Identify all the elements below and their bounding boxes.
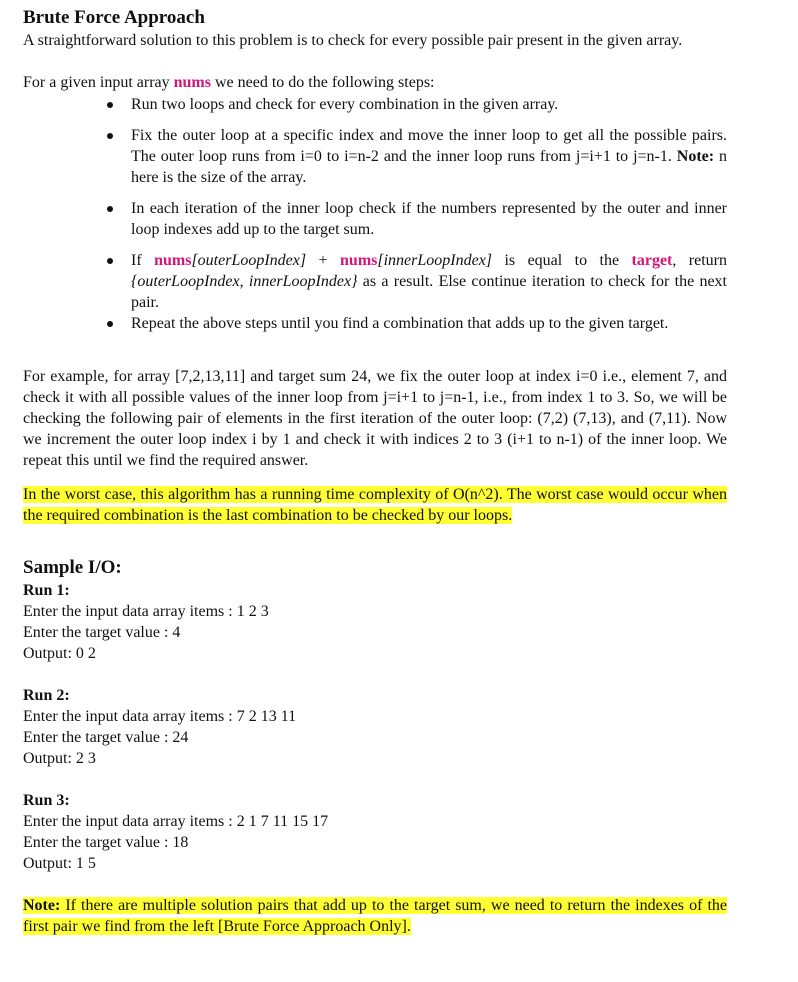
step-text: Repeat the above steps until you find a combination that adds up to the given target. [131,315,669,332]
nums-keyword: nums [173,74,211,91]
step-text: , return [672,252,728,269]
step-text: is equal to the [492,252,632,269]
page-title: Brute Force Approach [23,7,205,28]
step-item [131,198,727,240]
run-input: Enter the input data array items : 2 1 7 11 15 17 [23,813,329,830]
intro-paragraph: A straightforward solution to this problem is to check for every possible pair present in the given array. [23,32,683,49]
note-label: Note: [676,148,715,165]
steps-intro-text-end: we need to do the following steps: [210,74,435,91]
note-label: Note: [23,897,61,914]
note-text: n here is the size of the array. [131,148,727,186]
run-output: Output: 2 3 [23,750,96,767]
plus-sign: + [306,252,341,269]
steps-intro [23,72,727,93]
run-target: Enter the target value : 4 [23,624,181,641]
run-target: Enter the target value : 18 [23,834,189,851]
run-output: Output: 1 5 [23,855,96,872]
step-item [131,94,727,115]
run-title: Run 3: [23,792,70,809]
run-block [23,685,727,769]
run-input: Enter the input data array items : 1 2 3 [23,603,269,620]
step-item [131,250,727,313]
worst-case-paragraph [23,484,727,526]
outer-index: [outerLoopIndex] [191,252,307,269]
result-pair: {outerLoopIndex, innerLoopIndex} [131,273,358,290]
step-text: as a result. Else continue iteration to check for the next pair. [131,273,727,311]
run-output: Output: 0 2 [23,645,96,662]
steps-list [23,94,727,334]
note-text: If there are multiple solution pairs that add up to the target sum, we need to return the indexes of the first pair we find from the left [Brute Force Approach Only]. [23,897,727,935]
final-note [23,895,727,937]
sample-io-heading: Sample I/O: [23,557,122,578]
run-input: Enter the input data array items : 7 2 13 11 [23,708,297,725]
inner-index: [innerLoopIndex] [377,252,493,269]
example-paragraph: For example, for array [7,2,13,11] and target sum 24, we fix the outer loop at index i=0 i.e., element 7, and check it with all possible values of the inner loop from j=i+1 to j=n-1, i.e., from index 1 to 3. So, we will be checking the following pair of elements in the first iteration of the outer loop: (7,2) (7,13), and (7,11). Now we increment the outer loop index i by 1 and check it with indices 2 to 3 (i+1 to n-1) of the inner loop. We repeat this until we find the required answer. [23,368,727,469]
target-keyword: target [631,252,673,269]
document [23,6,727,937]
run-title: Run 2: [23,687,70,704]
steps-intro-text: For a given input array [23,74,174,91]
step-text: If [131,252,155,269]
run-target: Enter the target value : 24 [23,729,189,746]
step-item [131,313,727,334]
worst-case-highlight: In the worst case, this algorithm has a running time complexity of O(n^2). The worst case would occur when the required combination is the last combination to be checked by our loops. [23,486,727,524]
nums-keyword: nums [340,252,378,269]
final-note-highlight [23,897,727,935]
step-text: Fix the outer loop at a specific index and move the inner loop to get all the possible pairs. The outer loop runs from i=0 to i=n-2 and the inner loop runs from j=i+1 to j=n-1. [131,127,727,165]
step-item [131,125,727,188]
step-text: Run two loops and check for every combination in the given array. [131,96,559,113]
run-title: Run 1: [23,582,70,599]
step-text: In each iteration of the inner loop check if the numbers represented by the outer and inner loop indexes add up to the target sum. [131,200,727,238]
nums-keyword: nums [154,252,192,269]
run-block [23,580,727,664]
run-block [23,790,727,874]
